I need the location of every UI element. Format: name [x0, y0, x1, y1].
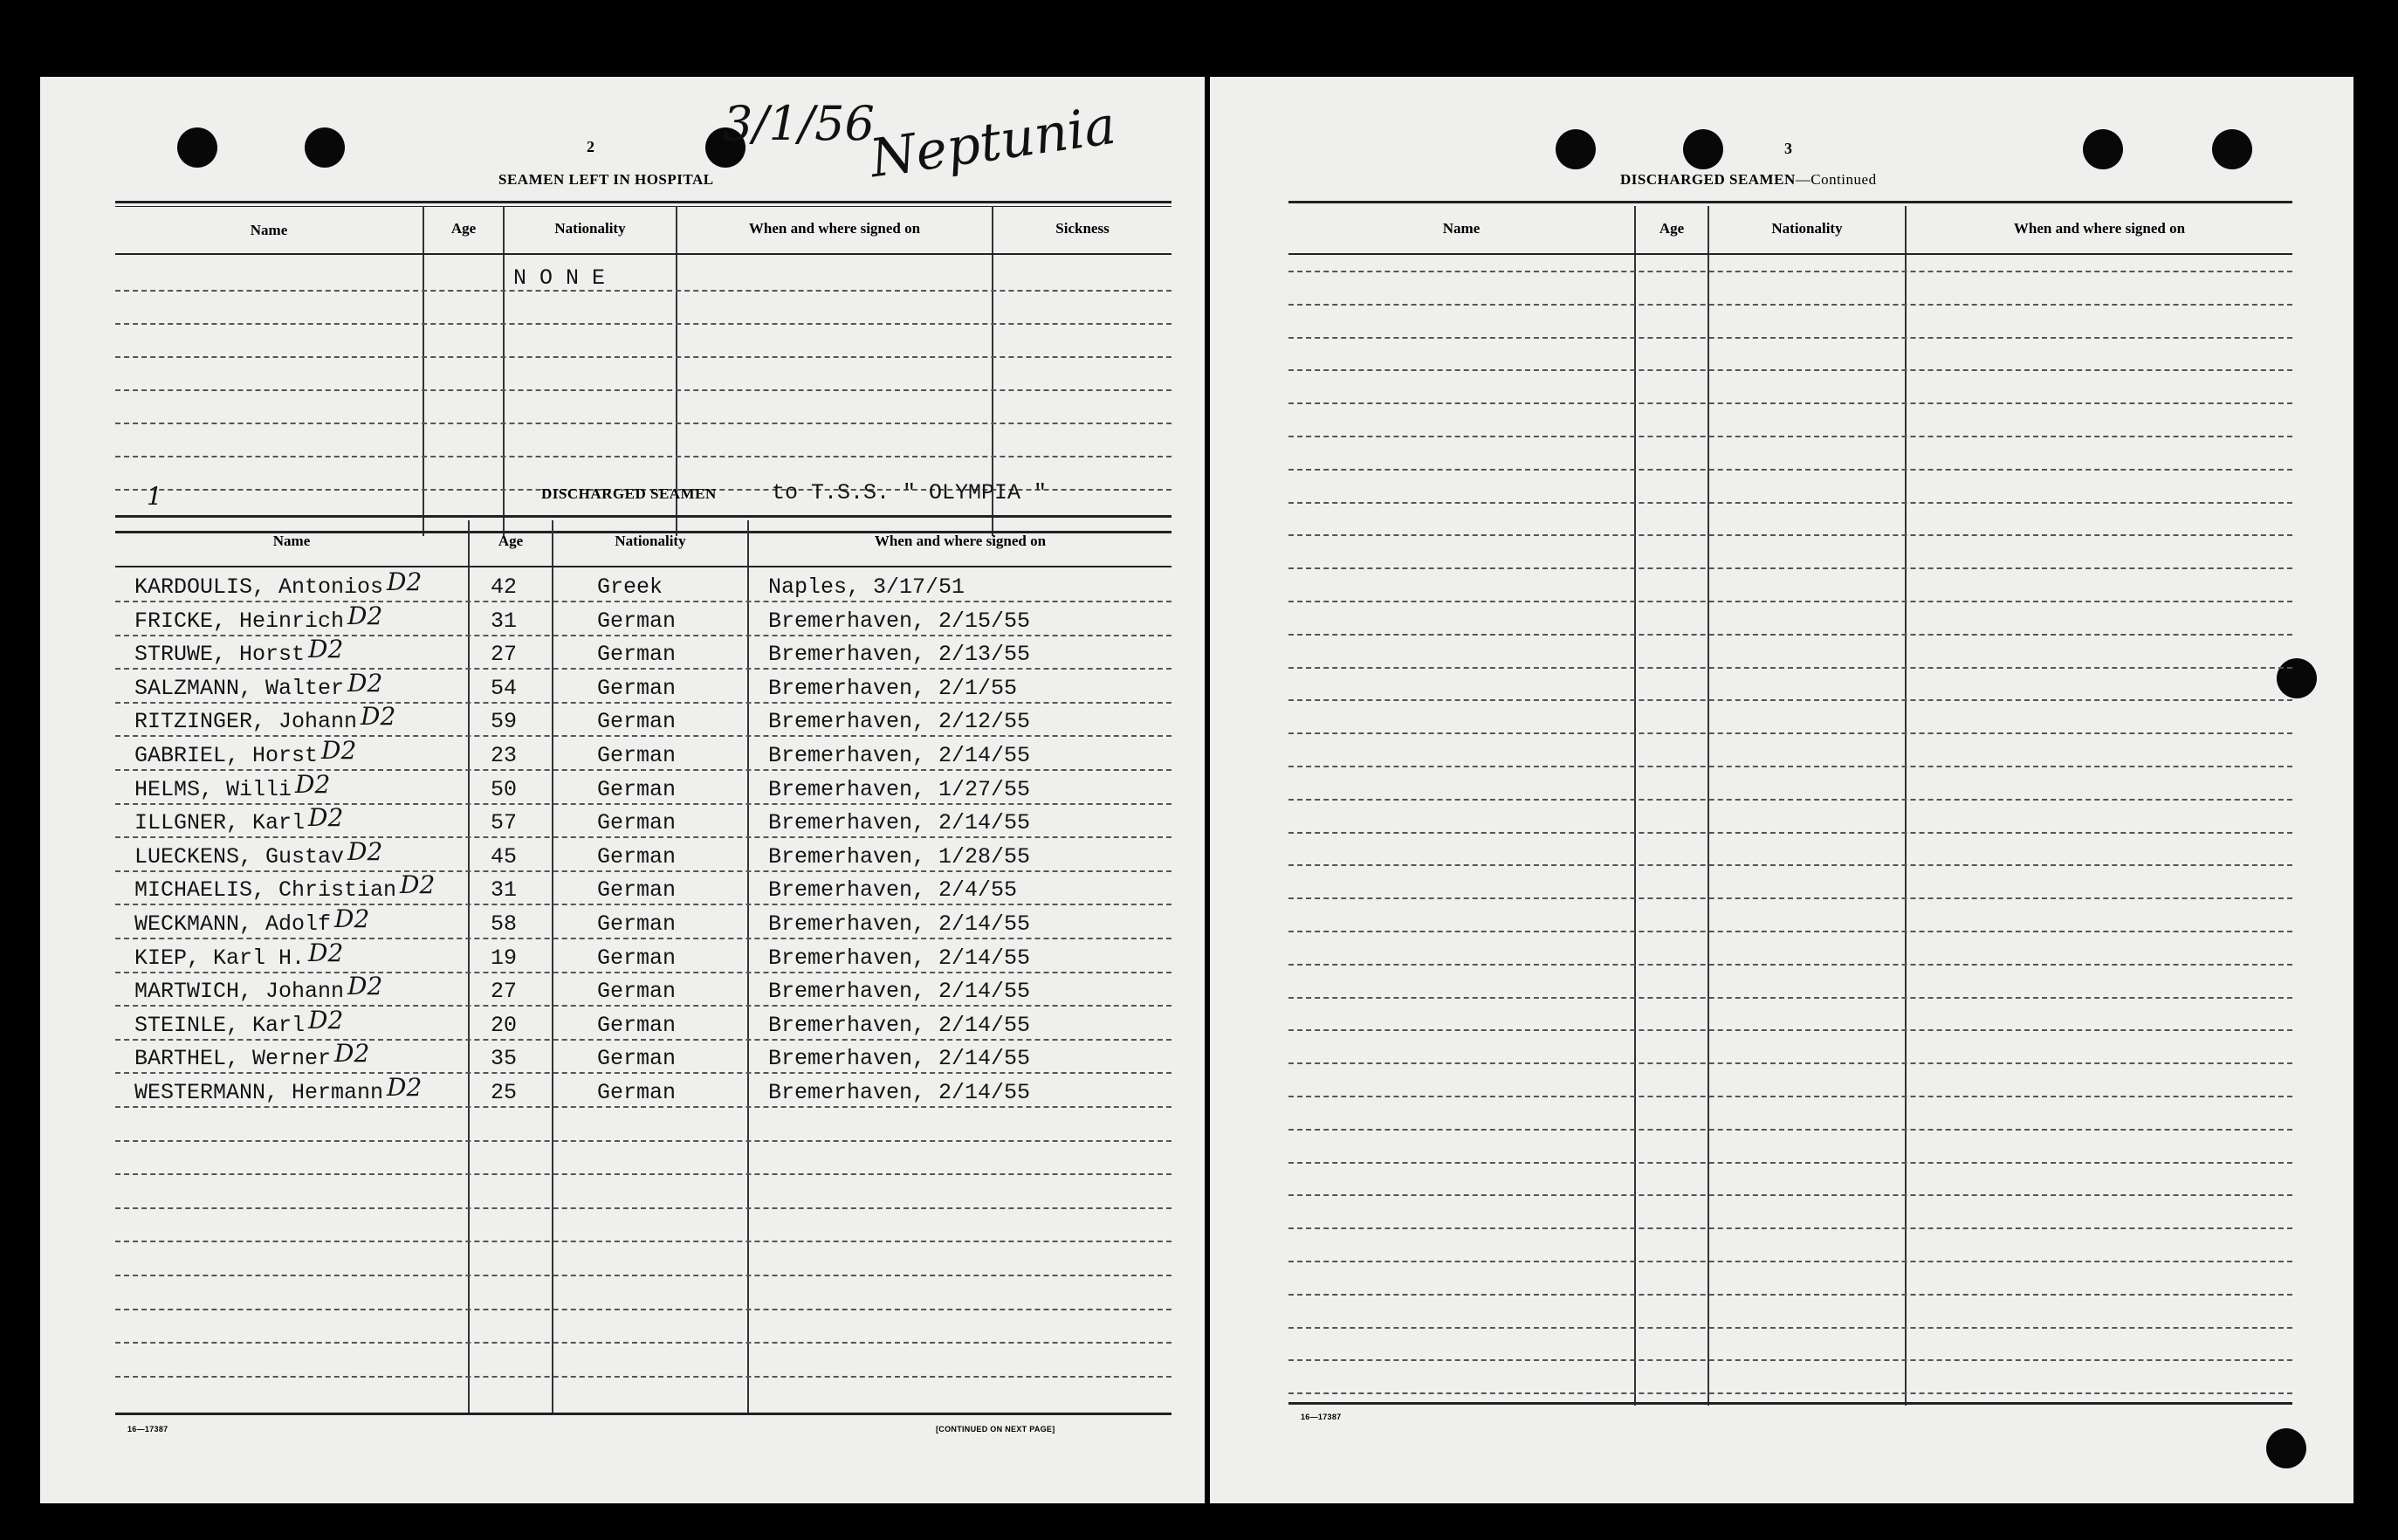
discharged-col-divider: [747, 520, 749, 1414]
discharge-mark: D2: [387, 1073, 423, 1102]
discharge-mark: D2: [347, 837, 383, 866]
seaman-nationality: German: [597, 1013, 677, 1038]
seaman-age: 35: [491, 1046, 518, 1071]
table-row-line: [115, 1275, 1172, 1276]
seaman-name: STRUWE, Horst: [134, 642, 306, 667]
hospital-header-signed-on: When and where signed on: [748, 220, 921, 237]
seaman-age: 19: [491, 945, 518, 971]
table-row-line: [1288, 402, 2292, 404]
punch-hole-8: [2277, 658, 2317, 698]
right-table-top-rule: [1288, 201, 2292, 203]
hospital-col-divider: [423, 206, 424, 536]
table-row-line: [1288, 964, 2292, 966]
hospital-header-age: Age: [450, 220, 477, 237]
seaman-age: 50: [491, 777, 518, 802]
handwritten-ship-name: Neptunia: [866, 94, 1120, 190]
punch-hole-9: [2266, 1428, 2306, 1468]
table-row-line: [115, 803, 1172, 805]
table-row-line: [1288, 369, 2292, 371]
seaman-age: 23: [491, 743, 518, 768]
hospital-header-rule: [115, 253, 1172, 255]
seaman-signed-on: Bremerhaven, 2/1/55: [768, 676, 1018, 701]
seaman-name: ILLGNER, Karl: [134, 810, 306, 835]
table-row-line: [115, 668, 1172, 670]
handwritten-date: 3/1/56: [723, 96, 875, 151]
right-header-age: Age: [1659, 220, 1685, 237]
seaman-name: FRICKE, Heinrich: [134, 608, 345, 634]
punch-hole-1: [177, 127, 217, 168]
seaman-signed-on: Bremerhaven, 2/12/55: [768, 709, 1031, 734]
hospital-row-line: [115, 423, 1172, 424]
seaman-signed-on: Bremerhaven, 2/14/55: [768, 945, 1031, 971]
discharged-section-title: DISCHARGED SEAMEN: [541, 485, 717, 502]
discharged-header-name: Name: [272, 533, 311, 549]
seaman-age: 31: [491, 608, 518, 634]
hospital-col-divider: [503, 206, 505, 536]
seaman-name: MICHAELIS, Christian: [134, 877, 397, 903]
seaman-nationality: German: [597, 709, 677, 734]
table-row-line: [1288, 799, 2292, 801]
table-row-line: [115, 769, 1172, 771]
seaman-signed-on: Naples, 3/17/51: [768, 574, 965, 600]
table-row-line: [1288, 502, 2292, 504]
seaman-name: KARDOULIS, Antonios: [134, 574, 384, 600]
discharged-header-rule: [115, 566, 1172, 567]
discharge-mark: D2: [347, 602, 383, 630]
hospital-row-line: [115, 323, 1172, 325]
table-row-line: [1288, 699, 2292, 701]
seaman-signed-on: Bremerhaven, 2/14/55: [768, 743, 1031, 768]
table-row-line: [115, 1072, 1172, 1074]
table-row-line: [115, 1039, 1172, 1041]
right-header-nationality: Nationality: [1771, 220, 1843, 237]
seaman-nationality: German: [597, 911, 677, 937]
right-table-bottom-rule: [1288, 1402, 2292, 1405]
left-page: [40, 77, 1205, 1503]
table-row-line: [115, 601, 1172, 602]
right-section-title-suffix: —Continued: [1795, 171, 1877, 188]
table-row-line: [115, 1207, 1172, 1209]
punch-hole-7: [2212, 129, 2252, 169]
table-row-line: [115, 702, 1172, 704]
seaman-signed-on: Bremerhaven, 2/4/55: [768, 877, 1018, 903]
hospital-none-entry: N O N E: [513, 265, 606, 291]
punch-hole-4: [1556, 129, 1596, 169]
seaman-signed-on: Bremerhaven, 2/14/55: [768, 1080, 1031, 1105]
table-row-line: [115, 1106, 1172, 1108]
right-section-title-main: DISCHARGED SEAMEN: [1620, 171, 1796, 188]
seaman-nationality: German: [597, 810, 677, 835]
table-row-line: [1288, 1096, 2292, 1097]
punch-hole-6: [2083, 129, 2123, 169]
table-row-line: [1288, 766, 2292, 767]
table-row-line: [1288, 1227, 2292, 1229]
right-col-divider: [1707, 206, 1709, 1406]
discharge-mark: D2: [295, 770, 331, 799]
seaman-signed-on: Bremerhaven, 2/14/55: [768, 911, 1031, 937]
table-row-line: [1288, 832, 2292, 834]
seaman-name: HELMS, Willi: [134, 777, 292, 802]
right-section-title: [1620, 171, 1877, 189]
table-row-line: [1288, 1261, 2292, 1262]
seaman-age: 54: [491, 676, 518, 701]
seaman-age: 31: [491, 877, 518, 903]
seaman-nationality: German: [597, 1080, 677, 1105]
table-row-line: [1288, 897, 2292, 899]
table-row-line: [115, 972, 1172, 973]
seaman-signed-on: Bremerhaven, 2/13/55: [768, 642, 1031, 667]
table-row-line: [115, 870, 1172, 872]
seaman-age: 27: [491, 642, 518, 667]
seaman-nationality: German: [597, 676, 677, 701]
discharge-mark: D2: [308, 1006, 344, 1035]
hospital-section-title: SEAMEN LEFT IN HOSPITAL: [498, 171, 714, 188]
table-row-line: [1288, 601, 2292, 602]
seaman-name: KIEP, Karl H.: [134, 945, 306, 971]
seaman-name: LUECKENS, Gustav: [134, 844, 345, 870]
seaman-nationality: German: [597, 743, 677, 768]
table-row-line: [115, 938, 1172, 939]
page-marker: 1: [147, 482, 162, 511]
table-row-line: [1288, 1162, 2292, 1164]
discharged-table-bottom-rule: [115, 1413, 1172, 1415]
seaman-signed-on: Bremerhaven, 2/14/55: [768, 1013, 1031, 1038]
seaman-name: GABRIEL, Horst: [134, 743, 319, 768]
seaman-nationality: German: [597, 608, 677, 634]
seaman-name: BARTHEL, Werner: [134, 1046, 332, 1071]
continued-note: [CONTINUED ON NEXT PAGE]: [936, 1425, 1055, 1433]
discharged-header-age: Age: [498, 533, 524, 549]
discharge-mark: D2: [308, 635, 344, 663]
hospital-row-line: [115, 290, 1172, 292]
page-number: 3: [1784, 140, 1792, 157]
seaman-name: WESTERMANN, Hermann: [134, 1080, 384, 1105]
table-row-line: [115, 1309, 1172, 1310]
seaman-nationality: Greek: [597, 574, 663, 600]
seaman-nationality: German: [597, 1046, 677, 1071]
discharge-mark: D2: [308, 938, 344, 967]
table-row-line: [1288, 271, 2292, 272]
seaman-nationality: German: [597, 777, 677, 802]
table-row-line: [1288, 1294, 2292, 1296]
table-row-line: [1288, 1327, 2292, 1329]
table-row-line: [1288, 1359, 2292, 1361]
seaman-name: SALZMANN, Walter: [134, 676, 345, 701]
seaman-age: 57: [491, 810, 518, 835]
seaman-signed-on: Bremerhaven, 2/15/55: [768, 608, 1031, 634]
table-row-line: [1288, 567, 2292, 569]
seaman-name: STEINLE, Karl: [134, 1013, 306, 1038]
table-row-line: [115, 1241, 1172, 1242]
discharge-mark: D2: [361, 702, 396, 731]
right-header-rule: [1288, 253, 2292, 255]
seaman-signed-on: Bremerhaven, 1/28/55: [768, 844, 1031, 870]
discharged-table-top-rule: [115, 515, 1172, 518]
seaman-age: 59: [491, 709, 518, 734]
right-header-name: Name: [1442, 220, 1481, 237]
discharged-col-divider: [468, 520, 470, 1414]
discharge-mark: D2: [347, 972, 383, 1000]
seaman-name: RITZINGER, Johann: [134, 709, 358, 734]
seaman-signed-on: Bremerhaven, 2/14/55: [768, 1046, 1031, 1071]
seaman-nationality: German: [597, 642, 677, 667]
discharge-mark: D2: [400, 870, 436, 899]
table-row-line: [1288, 304, 2292, 306]
table-row-line: [1288, 1029, 2292, 1031]
right-col-divider: [1905, 206, 1907, 1406]
table-row-line: [1288, 337, 2292, 339]
right-page: [1210, 77, 2353, 1503]
hospital-row-line: [115, 389, 1172, 391]
hospital-row-line: [115, 456, 1172, 457]
hospital-header-sickness: Sickness: [1055, 220, 1110, 237]
seaman-age: 58: [491, 911, 518, 937]
hospital-header-name: Name: [250, 222, 288, 238]
table-row-line: [1288, 534, 2292, 536]
seaman-age: 27: [491, 979, 518, 1004]
seaman-nationality: German: [597, 877, 677, 903]
table-row-line: [115, 1376, 1172, 1378]
page-number: 2: [587, 138, 594, 155]
table-row-line: [115, 836, 1172, 838]
table-row-line: [115, 635, 1172, 636]
discharged-header-signed-on: When and where signed on: [874, 533, 1047, 549]
table-row-line: [1288, 1392, 2292, 1394]
hospital-table-top-rule-2: [115, 206, 1172, 207]
discharge-mark: D2: [334, 904, 370, 933]
seaman-age: 25: [491, 1080, 518, 1105]
hospital-header-nationality: Nationality: [554, 220, 626, 237]
table-row-line: [115, 735, 1172, 737]
table-row-line: [1288, 1062, 2292, 1064]
seaman-nationality: German: [597, 844, 677, 870]
seaman-signed-on: Bremerhaven, 2/14/55: [768, 979, 1031, 1004]
table-row-line: [1288, 436, 2292, 437]
seaman-signed-on: Bremerhaven, 2/14/55: [768, 810, 1031, 835]
form-number: 16—17387: [127, 1425, 168, 1433]
table-row-line: [1288, 997, 2292, 999]
table-row-line: [1288, 732, 2292, 734]
seaman-name: WECKMANN, Adolf: [134, 911, 332, 937]
table-row-line: [1288, 1194, 2292, 1196]
table-row-line: [1288, 667, 2292, 669]
hospital-row-line: [115, 356, 1172, 358]
table-row-line: [115, 904, 1172, 905]
table-row-line: [1288, 931, 2292, 932]
discharge-mark: D2: [321, 736, 357, 765]
table-row-line: [115, 1342, 1172, 1344]
punch-hole-2: [305, 127, 345, 168]
discharge-mark: D2: [347, 669, 383, 698]
seaman-age: 45: [491, 844, 518, 870]
seaman-age: 42: [491, 574, 518, 600]
right-col-divider: [1634, 206, 1636, 1406]
form-number: 16—17387: [1301, 1413, 1342, 1421]
discharge-mark: D2: [308, 803, 344, 832]
table-row-line: [1288, 469, 2292, 471]
discharge-mark: D2: [387, 567, 423, 596]
punch-hole-5: [1683, 129, 1723, 169]
hospital-table-top-rule: [115, 201, 1172, 203]
table-row-line: [115, 1173, 1172, 1175]
seaman-age: 20: [491, 1013, 518, 1038]
discharged-col-divider: [552, 520, 553, 1414]
table-row-line: [1288, 864, 2292, 866]
discharged-header-nationality: Nationality: [615, 533, 686, 549]
table-row-line: [115, 1140, 1172, 1142]
discharged-destination: to T.S.S. " OLYMPIA ": [772, 480, 1048, 505]
seaman-nationality: German: [597, 945, 677, 971]
seaman-nationality: German: [597, 979, 677, 1004]
seaman-name: MARTWICH, Johann: [134, 979, 345, 1004]
discharge-mark: D2: [334, 1039, 370, 1068]
table-row-line: [1288, 634, 2292, 636]
right-header-signed-on: When and where signed on: [2013, 220, 2186, 237]
seaman-signed-on: Bremerhaven, 1/27/55: [768, 777, 1031, 802]
table-row-line: [115, 1005, 1172, 1007]
table-row-line: [1288, 1129, 2292, 1131]
